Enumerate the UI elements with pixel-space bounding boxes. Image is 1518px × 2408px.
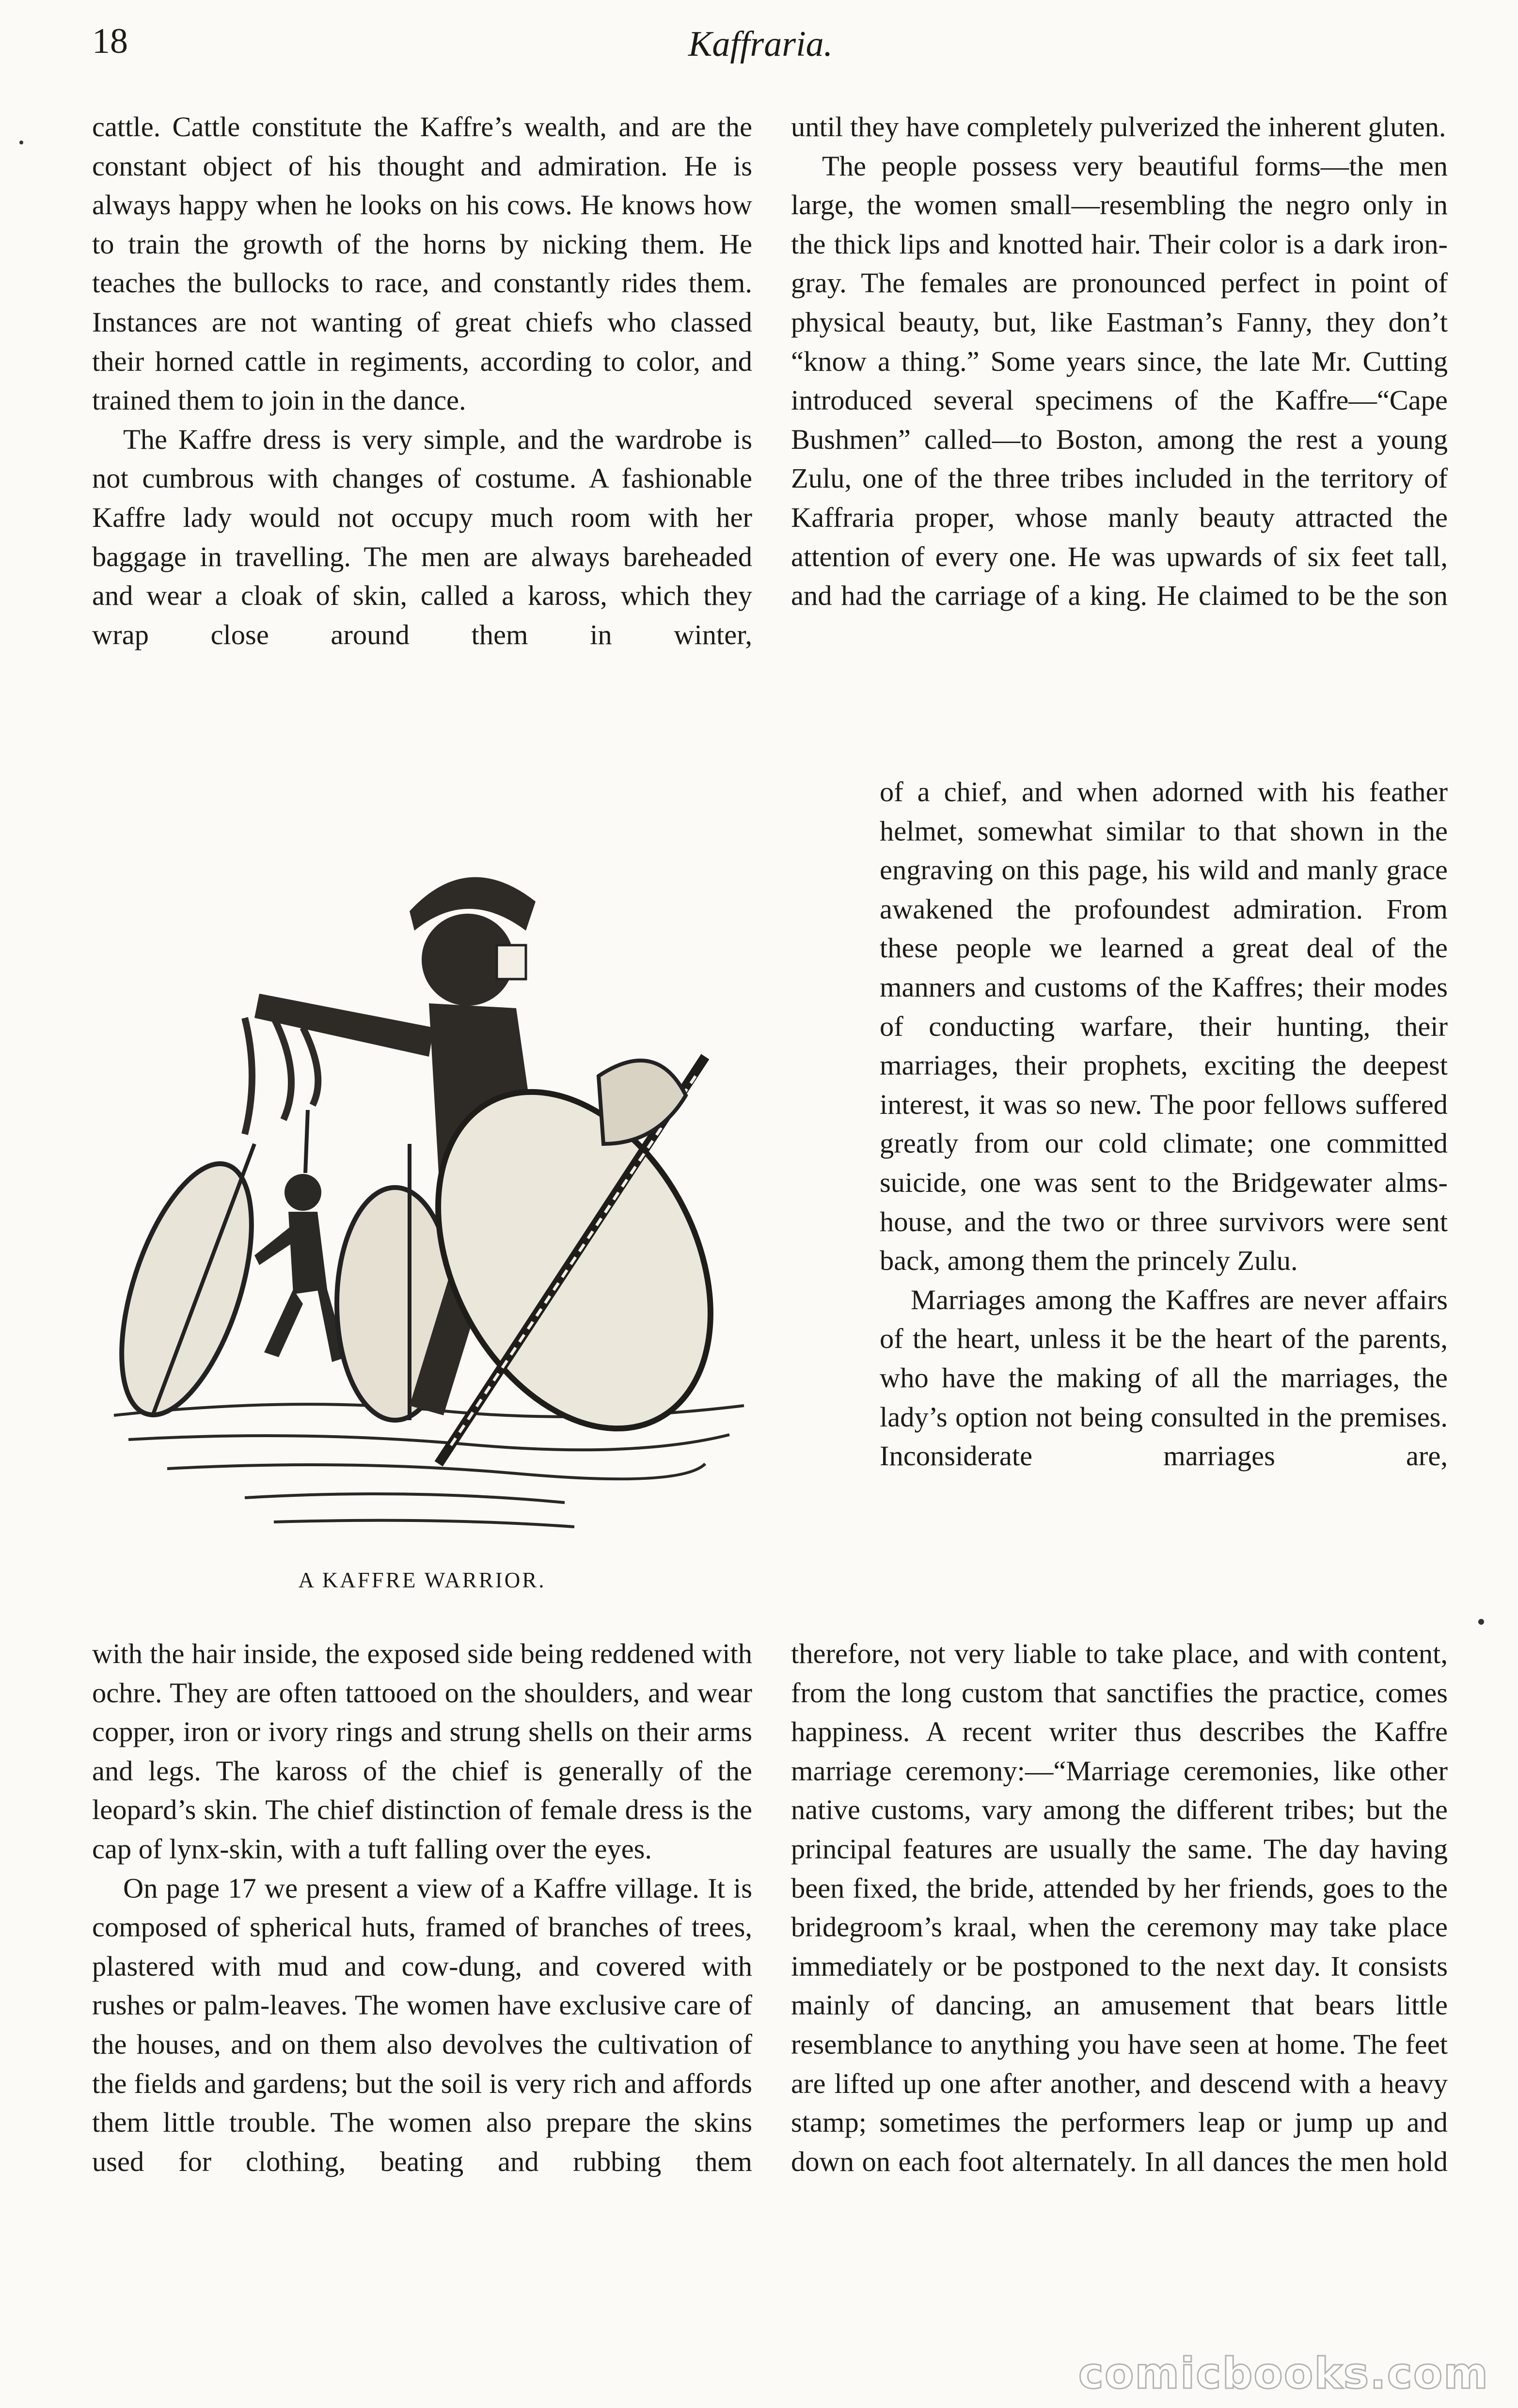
paragraph: The people possess very beautiful forms—the men large, the women small—resembling the negro only in the thick lips and knotted hair. Their color is a dark iron-gray. The females are pronounced perfect in point of physical beauty, but, like Eastman’s Fanny, they don’t “know a thing.” Some years since, the late Mr. Cutting introduced several specimens of the Kaffre—“Cape Bushmen” called—to Boston, among the rest a young Zulu, one of the three tribes included in the territory of Kaffraria proper, whose manly beauty attracted the attention of every one. He was upwards of six feet tall, and had the carriage of a king. He claimed to be the son: [791, 150, 1448, 612]
paragraph: On page 17 we present a view of a Kaffre village. It is composed of spherical huts, framed of branches of trees, plastered with mud and cow-dung, and covered with rushes or palm-leaves. The women have exclusive care of the houses, and on them also devolves the cultivation of the fields and gardens; but the soil is very rich and affords them little trouble. The women also prepare the skins used for clothing, beating and rubbing them: [92, 1872, 752, 2177]
paragraph: therefore, not very liable to take place, and with content, from the long custom that sanctifies the practice, comes happiness. A recent writer thus describes the Kaffre marriage ceremony:—“Marriage ceremonies, like other native customs, vary among the different tribes; but the principal features are usually the same. The day having been fixed, the bride, attended by her friends, goes to the bridegroom’s kraal, when the ceremony may take place immediately or be postponed to the next day. It consists mainly of dancing, an amusement that bears little resemblance to anything you have seen at home. The feet are lifted up one after another, and descend with a heavy stamp; sometimes the performers leap or jump up and down on each foot alternately. In all dances the men hold: [791, 1638, 1448, 2177]
left-column-top: [92, 108, 752, 776]
right-column-bottom: [791, 1634, 1448, 2361]
paragraph: until they have completely pulverized the inherent gluten.: [791, 111, 1446, 143]
paragraph: Marriages among the Kaffres are never affairs of the heart, unless it be the heart of the parents, who have the making of all the marriages, the lady’s option not being consulted in the premises. Inconsiderate marriages are,: [880, 1283, 1448, 1472]
print-speck: [19, 141, 23, 144]
engraving-kaffre-warrior: [99, 805, 754, 1561]
print-speck: [1478, 1619, 1484, 1625]
paragraph: cattle. Cattle constitute the Kaffre’s wealth, and are the constant object of his thought and admiration. He is always happy when he looks on his cows. He knows how to train the growth of the horns by nicking them. He teaches the bullocks to race, and constantly rides them. Instances are not wanting of great chiefs who classed their horned cattle in regiments, according to color, and trained them to join in the dance.: [92, 111, 752, 416]
paragraph: of a chief, and when adorned with his feather helmet, somewhat similar to that shown in the engraving on this page, his wild and manly grace awakened the profoundest admiration. From these people we learned a great deal of the manners and customs of the Kaffres; their modes of conducting warfare, their hunting, their marriages, their prophets, exciting the deepest interest, it was so new. The poor fellows suffered greatly from our cold climate; one committed suicide, one was sent to the Bridgewater alms-house, and the two or three survivors were sent back, among them the princely Zulu.: [880, 776, 1448, 1277]
running-title: Kaffraria.: [688, 24, 833, 64]
paragraph: The Kaffre dress is very simple, and the wardrobe is not cumbrous with changes of costume. A fashionable Kaffre lady would not occupy much room with her baggage in travelling. The men are always bareheaded and wear a cloak of skin, called a kaross, which they wrap close around them in winter,: [92, 423, 752, 650]
site-watermark: comicbooks.com: [1078, 2348, 1489, 2398]
right-column-middle: [880, 773, 1448, 1645]
paragraph: with the hair inside, the exposed side being reddened with ochre. They are often tattooed on the shoulders, and wear copper, iron or ivory rings and strung shells on their arms and legs. The kaross of the chief is generally of the leopard’s skin. The chief distinction of female dress is the cap of lynx-skin, with a tuft falling over the eyes.: [92, 1638, 752, 1865]
figure-caption: A KAFFRE WARRIOR.: [298, 1568, 546, 1592]
left-column-bottom: [92, 1634, 752, 2357]
right-column-top: [791, 108, 1448, 786]
page-number: 18: [92, 21, 128, 61]
